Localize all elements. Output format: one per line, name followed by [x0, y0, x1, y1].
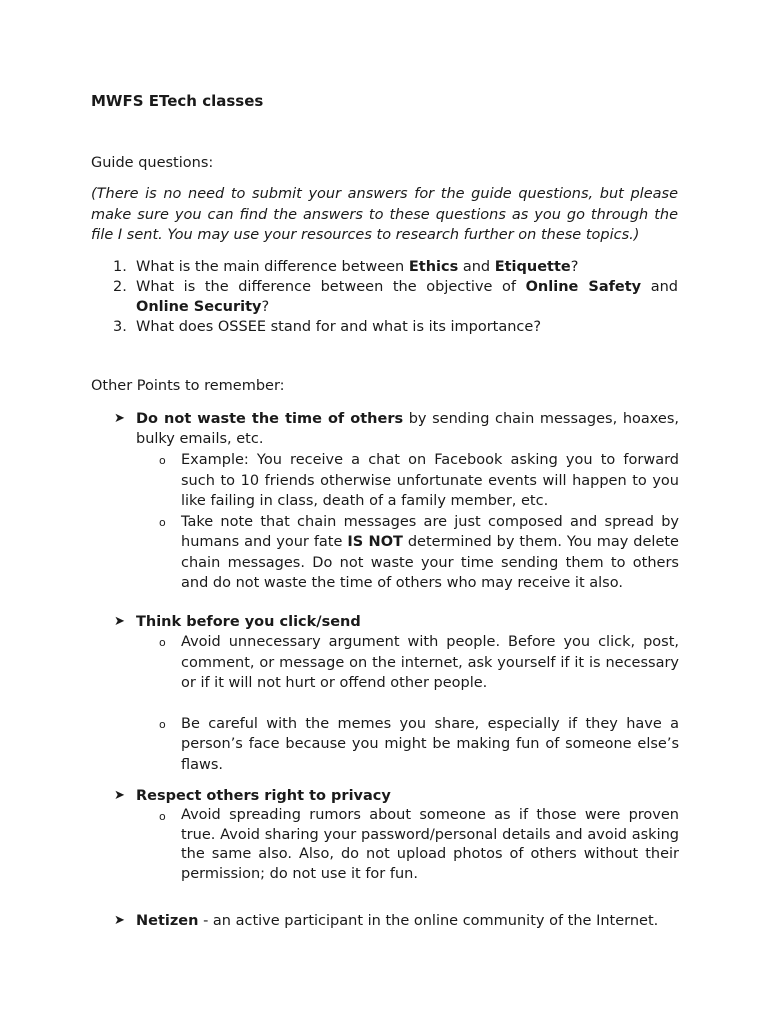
- point-netizen: [114, 911, 679, 931]
- point-respect-privacy: [114, 786, 679, 884]
- sub-point: o Avoid spreading rumors about someone as if those were proven true. Avoid sharing your password/personal details and avoid asking the same also. Also, do not upload photos of others without their permission; do not use it for fun.: [159, 807, 679, 882]
- point-heading: ➤ Netizen - an active participant in the online community of the Internet.: [114, 913, 659, 929]
- point-think-before-click: [114, 612, 679, 775]
- sub-point: o Be careful with the memes you share, especially if they have a person’s face because you might be making fun of someone else’s flaws.: [159, 715, 679, 773]
- arrow-bullet-icon: ➤: [114, 788, 125, 803]
- sub-point: o Avoid unnecessary argument with people. Before you click, post, comment, or message on the internet, ask yourself if it is necessary or if it will not hurt or offend other people.: [159, 634, 679, 691]
- point-heading: ➤ Respect others right to privacy: [114, 788, 391, 804]
- circle-bullet-icon: o: [159, 454, 166, 467]
- circle-bullet-icon: o: [159, 810, 166, 823]
- other-points-heading: Other Points to remember:: [91, 378, 285, 394]
- document-title: MWFS ETech classes: [91, 92, 264, 110]
- circle-bullet-icon: o: [159, 717, 166, 731]
- question-item: 2. What is the difference between the objective of Online Safety and Online Security?: [113, 279, 679, 315]
- question-item: 3. What does OSSEE stand for and what is its importance?: [113, 319, 542, 335]
- sub-point: o Example: You receive a chat on Facebook asking you to forward such to 10 friends otherwise unfortunate events will happen to you like failing in class, death of a family member, etc.: [159, 452, 679, 509]
- question-item: 1. What is the main difference between Ethics and Etiquette?: [113, 259, 579, 275]
- arrow-bullet-icon: ➤: [114, 614, 125, 629]
- circle-bullet-icon: o: [159, 636, 166, 649]
- guide-questions-heading: Guide questions:: [91, 155, 214, 171]
- circle-bullet-icon: o: [159, 515, 166, 529]
- guide-note: (There is no need to submit your answers for the guide questions, but please make sure you can find the answers to these questions as you go through the file I sent. You may use your resources to research further on these topics.): [91, 186, 678, 243]
- point-heading: ➤ Do not waste the time of others by sending chain messages, hoaxes, bulky emails, etc.: [114, 411, 679, 447]
- point-do-not-waste-time: [114, 409, 679, 594]
- question-list: [91, 257, 678, 337]
- arrow-bullet-icon: ➤: [114, 913, 125, 928]
- point-heading: ➤ Think before you click/send: [114, 614, 361, 630]
- sub-point: o Take note that chain messages are just composed and spread by humans and your fate IS NOT determined by them. You may delete chain messages. Do not waste your time sending them to others and do not waste the time of others who may receive it also.: [159, 513, 679, 591]
- arrow-bullet-icon: ➤: [114, 411, 125, 426]
